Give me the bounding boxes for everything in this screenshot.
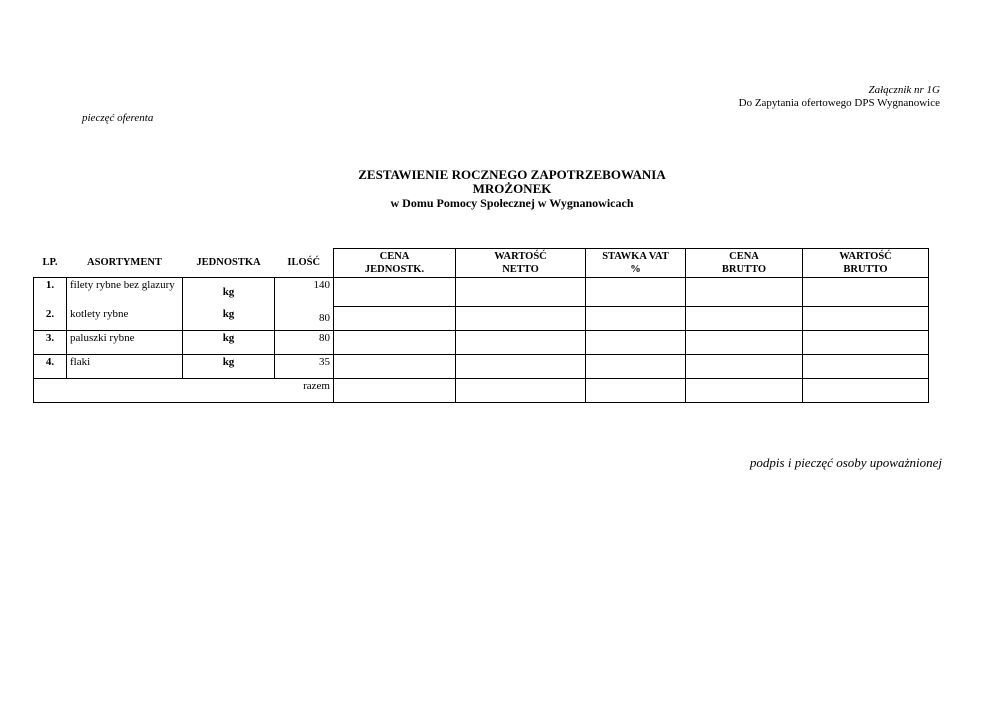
row-name: kotlety rybne <box>67 307 183 331</box>
requirements-table <box>33 248 929 403</box>
table-total-row <box>34 379 929 403</box>
row-netto <box>456 278 586 307</box>
row-vat <box>586 355 686 379</box>
document-title <box>0 168 992 211</box>
header-wartosc-netto <box>456 249 586 278</box>
header-cena-brutto <box>686 249 803 278</box>
title-line-2: MROŻONEK <box>472 181 552 196</box>
row-lp: 4. <box>34 355 67 379</box>
total-label: razem <box>34 379 334 403</box>
annex-note <box>739 84 940 110</box>
row-netto <box>456 355 586 379</box>
row-netto <box>456 307 586 331</box>
row-qty: 140 <box>275 278 334 307</box>
header-netto-line2: NETTO <box>502 264 539 275</box>
row-cena <box>334 307 456 331</box>
row-wartosc-brutto <box>803 307 929 331</box>
row-netto <box>456 331 586 355</box>
header-netto-line1: WARTOŚĆ <box>494 251 547 262</box>
signature-label: podpis i pieczęć osoby upoważnionej <box>749 455 942 470</box>
row-name: paluszki rybne <box>67 331 183 355</box>
row-unit: kg <box>183 331 275 355</box>
header-wartosc-brutto-line1: WARTOŚĆ <box>839 251 892 262</box>
header-asortyment: ASORTYMENT <box>87 257 162 269</box>
row-vat <box>586 331 686 355</box>
header-ilosc: ILOŚĆ <box>287 257 321 269</box>
header-jednostka: JEDNOSTKA <box>196 257 261 269</box>
table-row <box>34 278 929 307</box>
row-wartosc-brutto <box>803 278 929 307</box>
header-vat-line1: STAWKA VAT <box>602 251 669 262</box>
annex-reference: Do Zapytania ofertowego DPS Wygnanowice <box>738 97 940 109</box>
row-lp: 3. <box>34 331 67 355</box>
row-name: flaki <box>67 355 183 379</box>
total-cena <box>334 379 456 403</box>
table-row <box>34 331 929 355</box>
header-wartosc-brutto <box>803 249 929 278</box>
total-vat <box>586 379 686 403</box>
row-vat <box>586 307 686 331</box>
row-vat <box>586 278 686 307</box>
row-lp: 2. <box>34 307 67 331</box>
row-qty: 80 <box>275 307 334 331</box>
row-unit: kg <box>183 355 275 379</box>
row-cena-brutto <box>686 307 803 331</box>
header-cena-brutto-line1: CENA <box>729 251 759 262</box>
table-row <box>34 307 929 331</box>
row-cena <box>334 278 456 307</box>
total-wartosc-brutto <box>803 379 929 403</box>
total-cena-brutto <box>686 379 803 403</box>
row-cena-brutto <box>686 278 803 307</box>
header-lp: LP. <box>42 257 58 269</box>
header-stawka-vat <box>586 249 686 278</box>
row-cena-brutto <box>686 355 803 379</box>
table-row <box>34 355 929 379</box>
row-cena <box>334 355 456 379</box>
title-line-1: ZESTAWIENIE ROCZNEGO ZAPOTRZEBOWANIA <box>358 167 666 182</box>
header-cena-brutto-line2: BRUTTO <box>721 264 767 275</box>
header-wartosc-brutto-line2: BRUTTO <box>843 264 888 275</box>
header-cena-jednostkowa <box>334 249 456 278</box>
row-unit: kg <box>183 307 275 331</box>
header-vat-line2: % <box>630 264 641 275</box>
row-wartosc-brutto <box>803 331 929 355</box>
row-cena <box>334 331 456 355</box>
row-lp: 1. <box>34 278 67 307</box>
row-cena-brutto <box>686 331 803 355</box>
row-qty: 80 <box>275 331 334 355</box>
row-name: filety rybne bez glazury <box>67 278 183 307</box>
row-wartosc-brutto <box>803 355 929 379</box>
header-cena-line1: CENA <box>379 251 410 262</box>
total-netto <box>456 379 586 403</box>
table-header-row <box>34 249 929 278</box>
header-cena-line2: JEDNOSTK. <box>364 264 425 275</box>
title-line-3: w Domu Pomocy Społecznej w Wygnanowicach <box>390 196 634 210</box>
bidder-stamp-label: pieczęć oferenta <box>82 112 154 124</box>
annex-number: Załącznik nr 1G <box>868 84 940 96</box>
row-qty: 35 <box>275 355 334 379</box>
row-unit: kg <box>183 278 275 307</box>
